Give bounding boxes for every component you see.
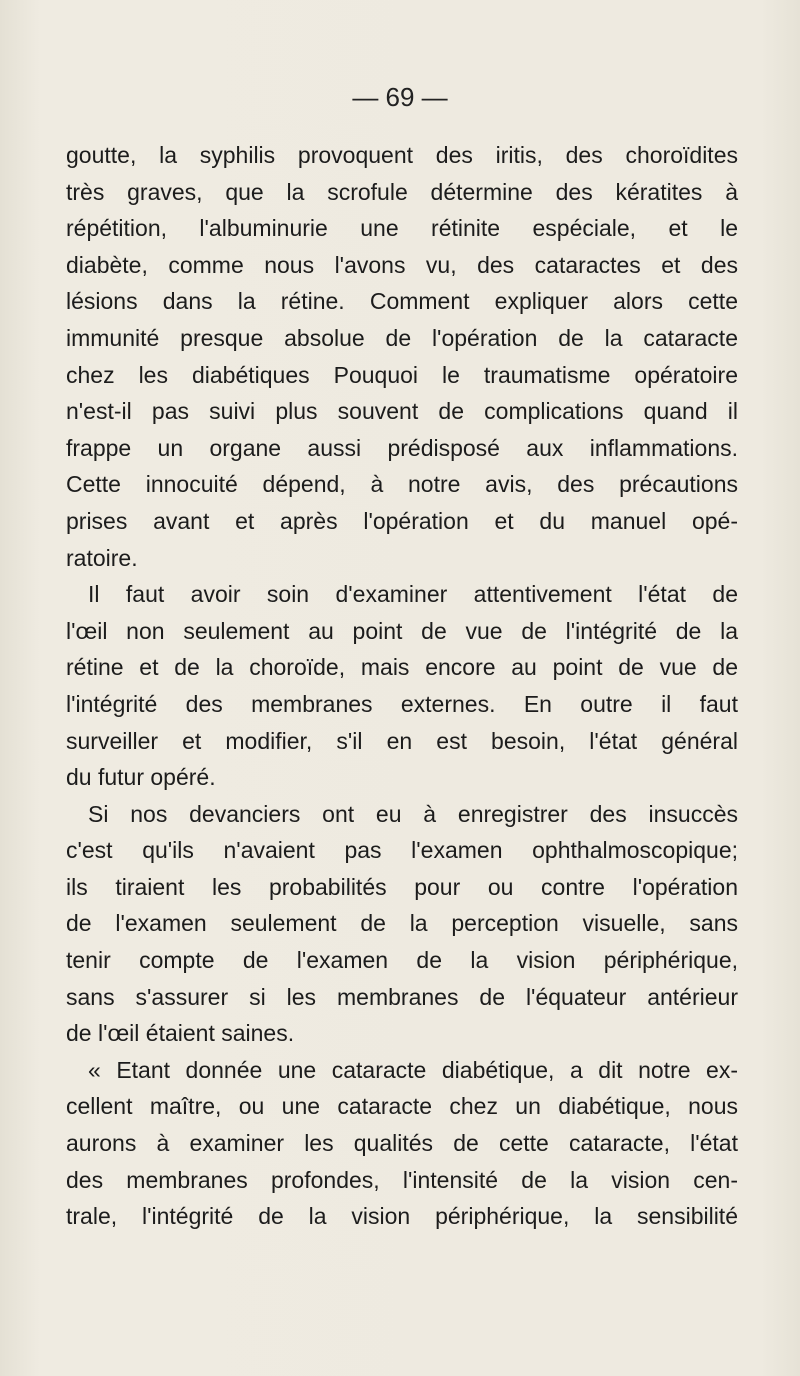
text-line: ratoire. [66, 544, 138, 571]
text-line: « Etant donnée une cataracte diabétique, a dit notre ex- [88, 1056, 738, 1083]
text-line: n'est-il pas suivi plus souvent de complications quand il [66, 398, 738, 425]
text-line: rétine et de la choroïde, mais encore au point de vue de [66, 654, 738, 681]
text-line: de l'œil étaient saines. [66, 1020, 295, 1047]
text-line: du futur opéré. [66, 764, 216, 791]
text-line: ils tiraient les probabilités pour ou contre l'opération [66, 873, 738, 900]
body-text [66, 137, 738, 1235]
text-line: frappe un organe aussi prédisposé aux inflammations. [66, 434, 738, 461]
text-line: Il faut avoir soin d'examiner attentivement l'état de [88, 581, 738, 608]
text-line: immunité presque absolue de l'opération de la cataracte [66, 324, 738, 351]
text-line: goutte, la syphilis provoquent des iritis, des choroïdites [66, 142, 738, 168]
text-line: l'intégrité des membranes externes. En outre il faut [66, 690, 738, 717]
text-line: répétition, l'albuminurie une rétinite espéciale, et le [66, 215, 738, 242]
text-line: chez les diabétiques Pouquoi le traumatisme opératoire [66, 361, 738, 388]
text-line: sans s'assurer si les membranes de l'équateur antérieur [66, 983, 738, 1010]
text-line: très graves, que la scrofule détermine des kératites à [66, 178, 738, 205]
text-line: diabète, comme nous l'avons vu, des cataractes et des [66, 251, 738, 278]
text-line: Cette innocuité dépend, à notre avis, des précautions [66, 471, 738, 498]
text-line: prises avant et après l'opération et du manuel opé- [66, 507, 738, 534]
text-line: aurons à examiner les qualités de cette cataracte, l'état [66, 1130, 738, 1157]
text-line: lésions dans la rétine. Comment expliquer alors cette [66, 288, 738, 315]
text-line: surveiller et modifier, s'il en est besoin, l'état général [66, 727, 738, 754]
text-line: de l'examen seulement de la perception visuelle, sans [66, 910, 738, 937]
text-line: c'est qu'ils n'avaient pas l'examen ophthalmoscopique; [66, 837, 738, 864]
text-line: cellent maître, ou une cataracte chez un diabétique, nous [66, 1093, 738, 1120]
page-number: — 69 — [352, 82, 448, 112]
text-line: des membranes profondes, l'intensité de la vision cen- [66, 1166, 738, 1193]
text-line: l'œil non seulement au point de vue de l'intégrité de la [66, 617, 738, 644]
text-line: trale, l'intégrité de la vision périphérique, la sensibilité [66, 1203, 738, 1230]
text-line: tenir compte de l'examen de la vision périphérique, [66, 947, 738, 974]
text-line: Si nos devanciers ont eu à enregistrer des insuccès [88, 800, 738, 827]
